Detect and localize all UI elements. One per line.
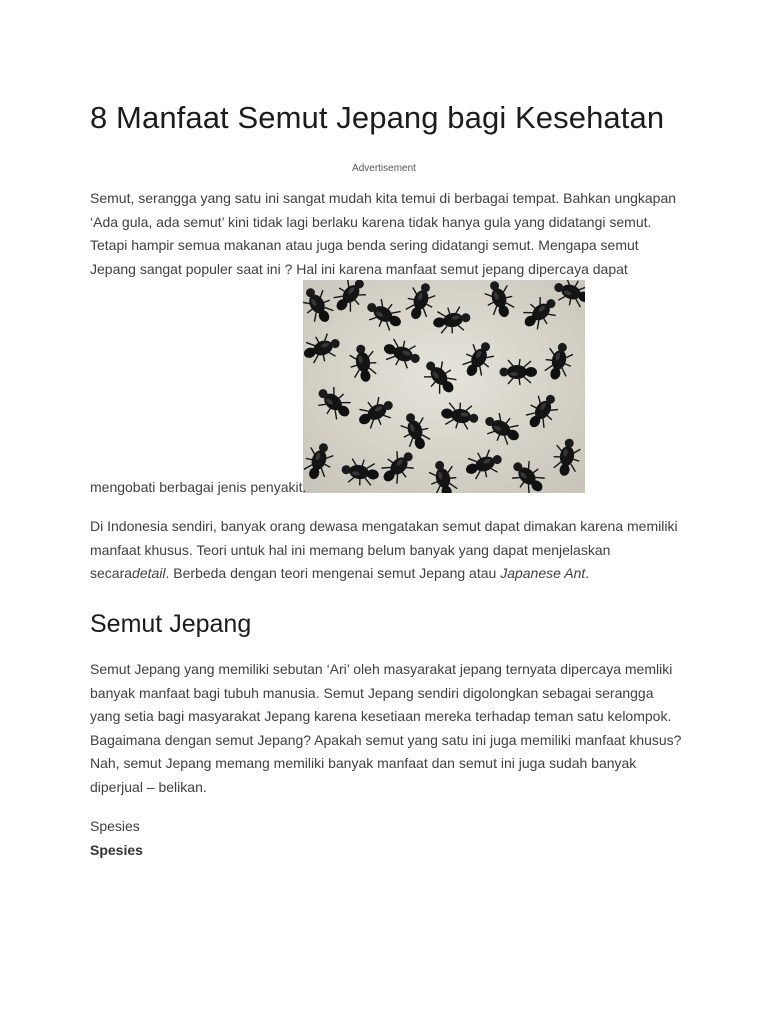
ant-cluster-image — [303, 280, 585, 493]
section-line: banyak manfaat bagi tubuh manusia. Semut Jepang sendiri digolongkan sebagai serangga — [90, 684, 654, 701]
intro-paragraph — [90, 187, 676, 281]
paragraph-line: manfaat khusus. Teori untuk hal ini memang belum banyak yang dapat menjelaskan — [90, 541, 611, 558]
intro-line: Tetapi hampir semua makanan atau juga benda sering didatangi semut. Mengapa semut — [90, 237, 639, 254]
section-line: Nah, semut Jepang memang memiliki banyak manfaat dan semut ini juga sudah banyak — [90, 755, 637, 772]
intro-line: ‘Ada gula, ada semut’ kini tidak lagi berlaku karena tidak hanya gula yang didatangi semut. — [90, 213, 652, 230]
section-paragraph — [90, 658, 681, 800]
section-line: Bagaimana dengan semut Jepang? Apakah semut yang satu ini juga memiliki manfaat khusus? — [90, 731, 682, 748]
section-line: yang setia bagi masyarakat Jepang karena kesetiaan mereka terhadap teman satu kelompok. — [90, 708, 672, 725]
italic-term-japanese-ant: Japanese Ant — [500, 565, 586, 582]
intro-continued-line: mengobati berbagai jenis penyakit. — [90, 479, 307, 495]
text-segment: . — [585, 565, 590, 582]
paragraph-line — [90, 562, 678, 586]
paragraph-indonesia — [90, 515, 678, 586]
intro-line: Jepang sangat populer saat ini ? Hal ini karena manfaat semut jepang dipercaya dapat — [90, 260, 628, 277]
text-segment: . Berbeda dengan teori mengenai semut Jepang atau — [165, 565, 501, 582]
italic-term-detail: detail — [132, 565, 166, 582]
advertisement-label: Advertisement — [352, 163, 416, 174]
section-line: Semut Jepang yang memiliki sebutan ‘Ari’ oleh masyarakat jepang ternyata dipercaya memliki — [90, 661, 673, 677]
text-segment: secara — [90, 565, 133, 582]
intro-line: Semut, serangga yang satu ini sangat mudah kita temui di berbagai tempat. Bahkan ungkapan — [90, 190, 677, 206]
section-line: diperjual – belikan. — [90, 778, 207, 795]
section-heading: Semut Jepang — [90, 610, 252, 638]
spesies-label: Spesies — [90, 818, 140, 834]
spesies-heading: Spesies — [90, 842, 143, 858]
paragraph-line: Di Indonesia sendiri, banyak orang dewasa mengatakan semut dapat dimakan karena memiliki — [90, 518, 678, 534]
ant-photo — [303, 280, 585, 493]
page-title: 8 Manfaat Semut Jepang bagi Kesehatan — [90, 100, 665, 135]
